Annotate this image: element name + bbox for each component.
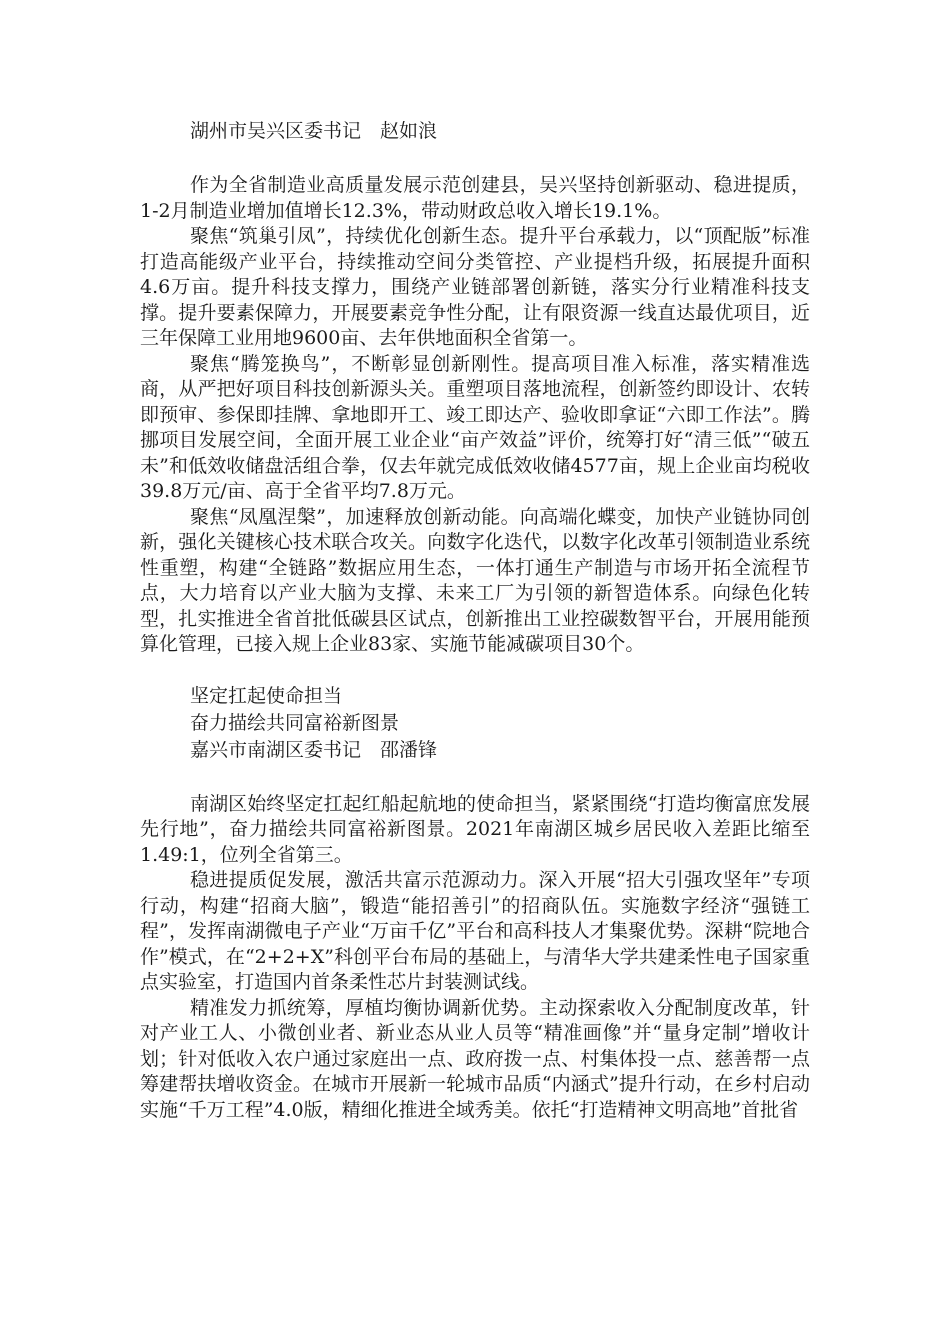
- section2-title-line-2: 奋力描绘共同富裕新图景: [190, 711, 400, 734]
- section2-byline: 嘉兴市南湖区委书记 邵潘锋: [190, 738, 438, 761]
- section1-paragraph-2: 聚焦“筑巢引凤”，持续优化创新生态。提升平台承载力，以“顶配版”标准打造高能级产业平台，持续推动空间分类管控、产业提档升级，拓展提升面积4.6万亩。提升科技支撑力，围绕产业链部署创新链，落实分行业精准科技支撑。提升要素保障力，开展要素竞争性分配，让有限资源一线直达最优项目，近三年保障工业用地9600亩、去年供地面积全省第一。: [140, 225, 810, 349]
- section2-paragraph-3: 精准发力抓统筹，厚植均衡协调新优势。主动探索收入分配制度改革，针对产业工人、小微创业者、新业态从业人员等“精准画像”并“量身定制”增收计划；针对低收入农户通过家庭出一点、政府拨一点、村集体投一点、慈善帮一点筹建帮扶增收资金。在城市开展新一轮城市品质“内涵式”提升行动，在乡村启动实施“千万工程”4.0版，精细化推进全域秀美。依托“打造精神文明高地”首批省: [140, 996, 810, 1121]
- section1-paragraph-3: 聚焦“腾笼换鸟”，不断彰显创新刚性。提高项目准入标准，落实精准选商，从严把好项目科技创新源头关。重塑项目落地流程，创新签约即设计、农转即预审、参保即挂牌、拿地即开工、竣工即达产、验收即拿证“六即工作法”。腾挪项目发展空间，全面开展工业企业“亩产效益”评价，统筹打好“清三低”“破五未”和低效收储盘活组合拳，仅去年就完成低效收储4577亩，规上企业亩均税收39.8万元/亩、高于全省平均7.8万元。: [140, 352, 810, 502]
- section2-title-line-1: 坚定扛起使命担当: [190, 684, 343, 707]
- spacer: [140, 764, 810, 792]
- section1-paragraph-1: 作为全省制造业高质量发展示范创建县，吴兴坚持创新驱动、稳进提质，1-2月制造业增加值增长12.3%，带动财政总收入增长19.1%。: [140, 174, 810, 222]
- section1-byline: 湖州市吴兴区委书记 赵如浪: [190, 120, 438, 142]
- section1-paragraph-4: 聚焦“凤凰涅槃”，加速释放创新动能。向高端化蝶变，加快产业链协同创新，强化关键核心技术联合攻关。向数字化迭代，以数字化改革引领制造业系统性重塑，构建“全链路”数据应用生态，一体打通生产制造与市场开拓全流程节点，大力培育以产业大脑为支撑、未来工厂为引领的新智造体系。向绿色化转型，扎实推进全省首批低碳县区试点，创新推出工业控碳数智平台，开展用能预算化管理，已接入规上企业83家、实施节能减碳项目30个。: [140, 505, 810, 655]
- spacer: [140, 658, 810, 683]
- spacer: [140, 145, 810, 173]
- section2-paragraph-2: 稳进提质促发展，激活共富示范源动力。深入开展“招大引强攻坚年”专项行动，构建“招商大脑”，锻造“能招善引”的招商队伍。实施数字经济“强链工程”，发挥南湖微电子产业“万亩千亿”平台和高科技人才集聚优势。深耕“院地合作”模式，在“2+2+X”科创平台布局的基础上，与清华大学共建柔性电子国家重点实验室，打造国内首条柔性芯片封装测试线。: [140, 869, 810, 993]
- section2-paragraph-1: 南湖区始终坚定扛起红船起航地的使命担当，紧紧围绕“打造均衡富庶发展先行地”，奋力描绘共同富裕新图景。2021年南湖区城乡居民收入差距比缩至1.49:1，位列全省第三。: [140, 792, 810, 866]
- document-body: [140, 118, 810, 1123]
